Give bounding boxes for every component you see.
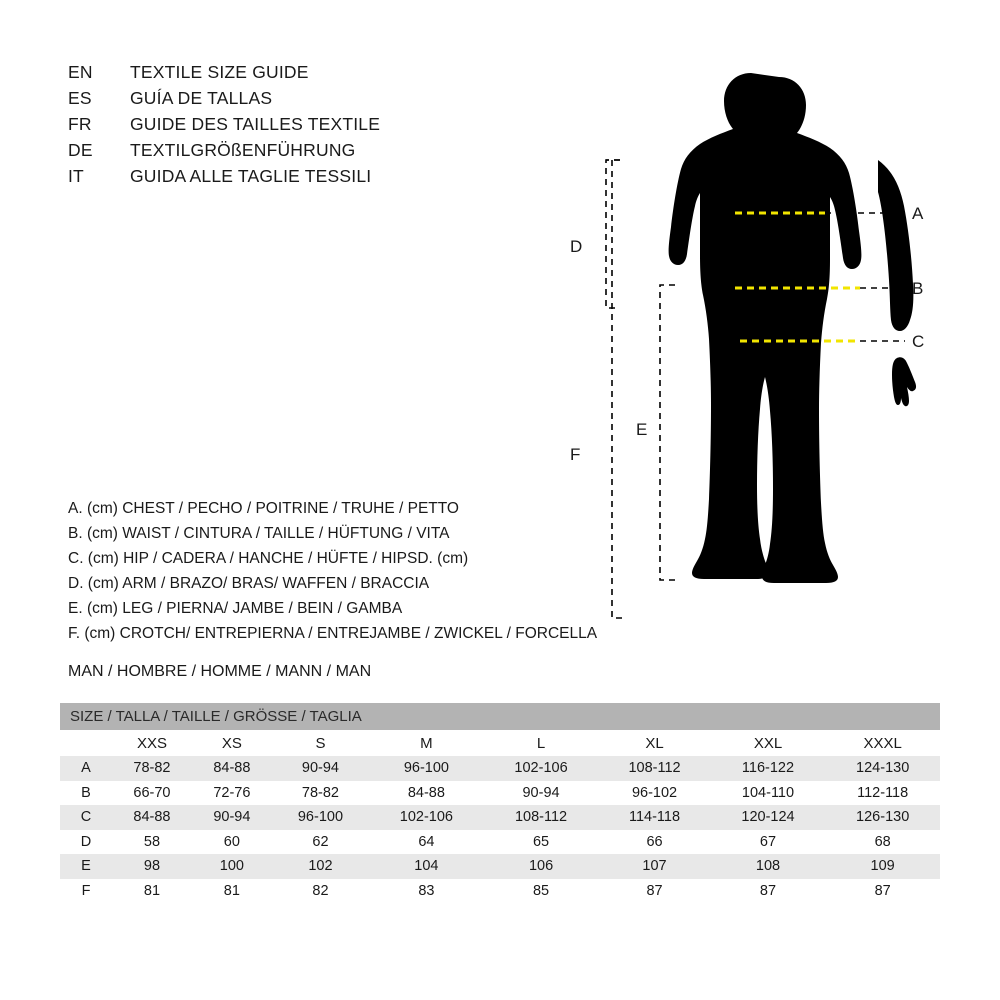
table-row (60, 756, 940, 781)
cell-c-xxs: 84-88 (112, 805, 192, 830)
size-table (60, 703, 940, 903)
language-row-es (68, 88, 488, 114)
cell-e-xxxl: 109 (825, 854, 940, 879)
cell-d-s: 62 (272, 830, 369, 855)
size-table-wrapper (60, 703, 940, 903)
cell-a-xs: 84-88 (192, 756, 272, 781)
language-row-en (68, 62, 488, 88)
size-col-xxxl: XXXL (825, 730, 940, 756)
cell-a-xxs: 78-82 (112, 756, 192, 781)
cell-e-xxs: 98 (112, 854, 192, 879)
callout-label-b: B (912, 279, 924, 298)
size-col-xxl: XXL (711, 730, 826, 756)
cell-b-xxl: 104-110 (711, 781, 826, 806)
table-row (60, 781, 940, 806)
cell-d-xxs: 58 (112, 830, 192, 855)
row-label-a: A (60, 756, 112, 781)
cell-c-xxl: 120-124 (711, 805, 826, 830)
language-code-de: DE (68, 140, 93, 160)
cell-d-xxl: 67 (711, 830, 826, 855)
bracket-f (612, 160, 626, 618)
language-row-de (68, 140, 488, 166)
language-code-fr: FR (68, 114, 92, 134)
row-label-c: C (60, 805, 112, 830)
cell-d-xs: 60 (192, 830, 272, 855)
table-row (60, 879, 940, 904)
man-arms (878, 160, 916, 406)
cell-c-xs: 90-94 (192, 805, 272, 830)
legend-item-b: B. (cm) WAIST / CINTURA / TAILLE / HÜFTUNG / VITA (68, 525, 450, 542)
language-code-en: EN (68, 62, 93, 82)
cell-d-m: 64 (369, 830, 484, 855)
cell-f-xs: 81 (192, 879, 272, 904)
callout-label-c: C (912, 332, 925, 351)
sizes-row-corner (60, 730, 112, 756)
cell-d-xl: 66 (598, 830, 710, 855)
cell-f-s: 82 (272, 879, 369, 904)
legend-item-d: D. (cm) ARM / BRAZO/ BRAS/ WAFFEN / BRACCIA (68, 575, 430, 592)
cell-b-l: 90-94 (484, 781, 599, 806)
cell-b-xs: 72-76 (192, 781, 272, 806)
cell-e-xl: 107 (598, 854, 710, 879)
language-code-it: IT (68, 166, 84, 186)
size-col-l: L (484, 730, 599, 756)
cell-b-m: 84-88 (369, 781, 484, 806)
language-row-it (68, 166, 488, 192)
bracket-e (660, 285, 675, 580)
table-row (60, 854, 940, 879)
cell-a-m: 96-100 (369, 756, 484, 781)
cell-f-m: 83 (369, 879, 484, 904)
cell-e-l: 106 (484, 854, 599, 879)
gender-note: MAN / HOMBRE / HOMME / MANN / MAN (68, 663, 372, 680)
language-text-en: TEXTILE SIZE GUIDE (130, 62, 309, 82)
legend-item-a: A. (cm) CHEST / PECHO / POITRINE / TRUHE / PETTO (68, 500, 459, 517)
size-col-s: S (272, 730, 369, 756)
row-label-b: B (60, 781, 112, 806)
cell-b-xl: 96-102 (598, 781, 710, 806)
cell-e-s: 102 (272, 854, 369, 879)
size-col-m: M (369, 730, 484, 756)
measurement-legend (68, 500, 628, 650)
cell-e-m: 104 (369, 854, 484, 879)
cell-a-xxxl: 124-130 (825, 756, 940, 781)
cell-c-l: 108-112 (484, 805, 599, 830)
man-silhouette (669, 73, 862, 583)
callouts-left (606, 160, 675, 618)
cell-d-xxxl: 68 (825, 830, 940, 855)
callout-label-f: F (570, 445, 581, 464)
language-title-block (68, 62, 488, 192)
legend-item-f: F. (cm) CROTCH/ ENTREPIERNA / ENTREJAMBE / ZWICKEL / FORCELLA (68, 625, 598, 642)
cell-b-xxs: 66-70 (112, 781, 192, 806)
cell-f-xl: 87 (598, 879, 710, 904)
cell-c-s: 96-100 (272, 805, 369, 830)
cell-f-l: 85 (484, 879, 599, 904)
language-text-es: GUÍA DE TALLAS (130, 88, 273, 108)
cell-b-s: 78-82 (272, 781, 369, 806)
bracket-d (606, 160, 620, 308)
cell-a-xl: 108-112 (598, 756, 710, 781)
legend-item-e: E. (cm) LEG / PIERNA/ JAMBE / BEIN / GAMBA (68, 600, 403, 617)
language-code-es: ES (68, 88, 92, 108)
cell-f-xxxl: 87 (825, 879, 940, 904)
cell-b-xxxl: 112-118 (825, 781, 940, 806)
size-col-xxs: XXS (112, 730, 192, 756)
table-header-label: SIZE / TALLA / TAILLE / GRÖSSE / TAGLIA (70, 708, 362, 725)
callout-label-a: A (912, 204, 924, 223)
legend-item-c: C. (cm) HIP / CADERA / HANCHE / HÜFTE / HIPSD. (cm) (68, 550, 469, 567)
cell-a-s: 90-94 (272, 756, 369, 781)
row-label-f: F (60, 879, 112, 904)
callout-label-e: E (636, 420, 648, 439)
row-label-e: E (60, 854, 112, 879)
row-label-d: D (60, 830, 112, 855)
cell-e-xs: 100 (192, 854, 272, 879)
table-header-row (60, 703, 940, 730)
cell-c-xxxl: 126-130 (825, 805, 940, 830)
cell-d-l: 65 (484, 830, 599, 855)
language-text-it: GUIDA ALLE TAGLIE TESSILI (130, 166, 372, 186)
size-col-xl: XL (598, 730, 710, 756)
language-row-fr (68, 114, 488, 140)
cell-f-xxl: 87 (711, 879, 826, 904)
cell-c-m: 102-106 (369, 805, 484, 830)
table-row (60, 830, 940, 855)
cell-a-l: 102-106 (484, 756, 599, 781)
table-row (60, 805, 940, 830)
language-text-fr: GUIDE DES TAILLES TEXTILE (130, 114, 381, 134)
language-text-de: TEXTILGRÖßENFÜHRUNG (130, 140, 356, 160)
table-sizes-row (60, 730, 940, 756)
callout-label-d: D (570, 237, 583, 256)
body-figure (560, 40, 980, 660)
cell-e-xxl: 108 (711, 854, 826, 879)
size-col-xs: XS (192, 730, 272, 756)
cell-f-xxs: 81 (112, 879, 192, 904)
cell-c-xl: 114-118 (598, 805, 710, 830)
cell-a-xxl: 116-122 (711, 756, 826, 781)
